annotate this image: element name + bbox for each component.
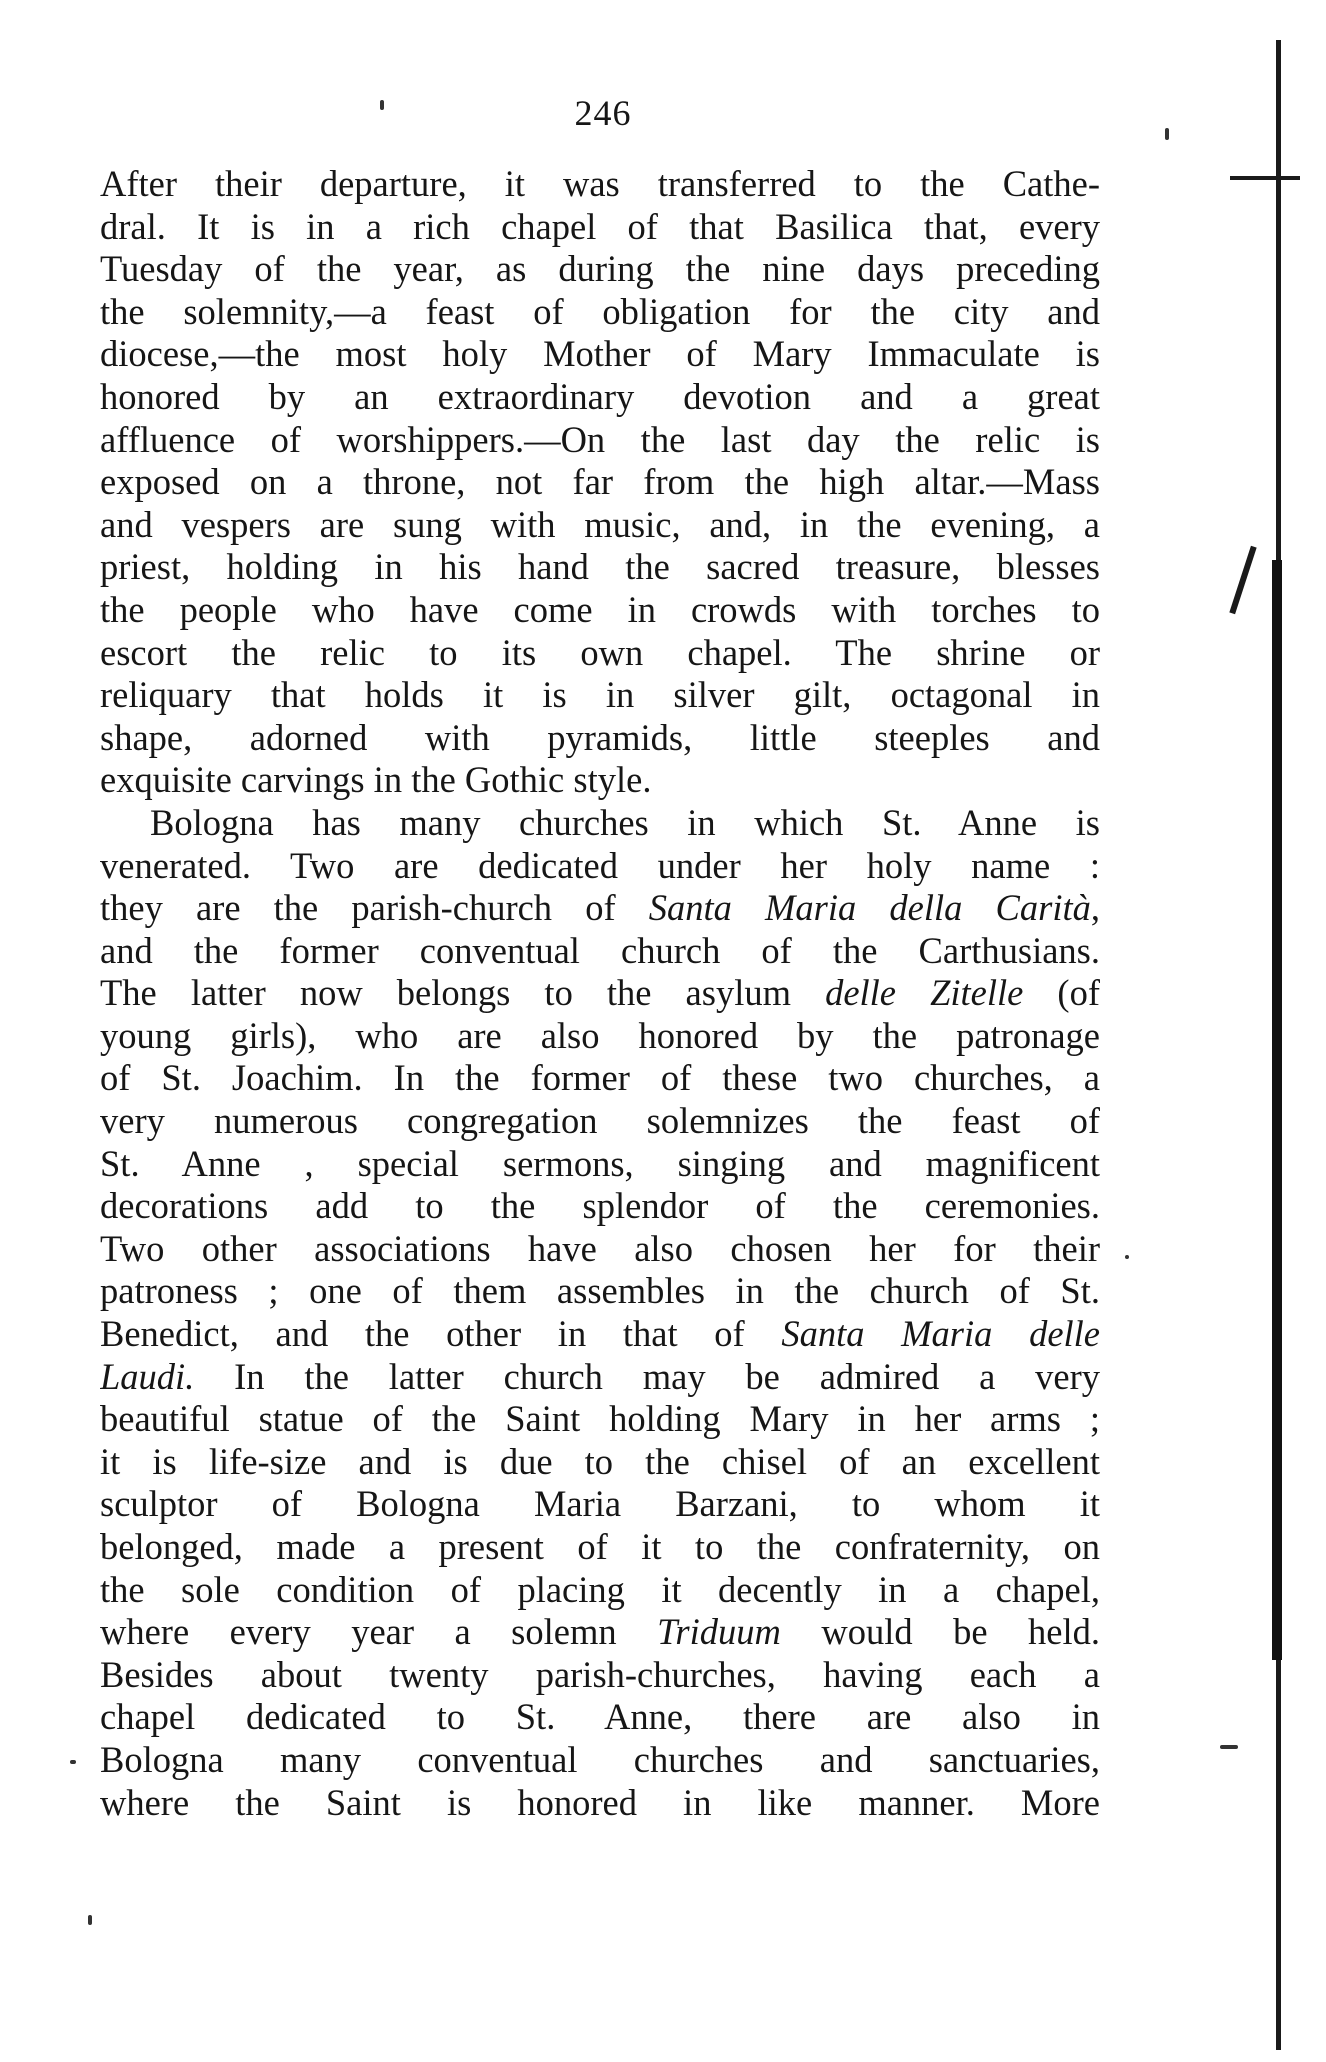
text-line: affluence of worshippers.—On the last day the relic is (100, 418, 1100, 460)
binding-slash-mark (1229, 546, 1256, 614)
text-line: sculptor of Bologna Maria Barzani, to whom it (100, 1483, 1100, 1525)
text-line-segment: , (1090, 887, 1100, 929)
text-line: the sole condition of placing it decently in a chapel, (100, 1568, 1100, 1610)
text-line: venerated. Two are dedicated under her holy name : (100, 844, 1100, 886)
text-line-segment: The latter now belongs to the asylum (100, 972, 826, 1014)
text-line (100, 972, 1100, 1015)
text-line: and vespers are sung with music, and, in the evening, a (100, 503, 1100, 545)
text-line: reliquary that holds it is in silver gilt, octagonal in (100, 674, 1100, 716)
text-line: Bologna has many churches in which St. Anne is (150, 801, 1100, 843)
text-line-segment: they are the parish-church of (100, 887, 649, 929)
text-line: it is life-size and is due to the chisel of an excellent (100, 1440, 1100, 1482)
text-line: dral. It is in a rich chapel of that Basilica that, every (100, 205, 1100, 247)
text-line: Two other associations have also chosen her for their (100, 1227, 1100, 1269)
text-line: exquisite carvings in the Gothic style. (100, 759, 652, 801)
italic-term: delle Zitelle (825, 972, 1024, 1014)
scan-speck (1125, 1255, 1129, 1259)
text-line: young girls), who are also honored by the patronage (100, 1014, 1100, 1056)
text-line (100, 1313, 1100, 1356)
text-line: shape, adorned with pyramids, little steeples and (100, 716, 1100, 758)
text-line: Besides about twenty parish-churches, having each a (100, 1653, 1100, 1695)
italic-term: Santa Maria della Carità (648, 887, 1091, 929)
text-line: where the Saint is honored in like manner. More (100, 1781, 1100, 1823)
page-number: 246 (574, 93, 632, 133)
text-line: honored by an extraordinary devotion and a great (100, 375, 1100, 417)
text-line: the solemnity,—a feast of obligation for the city and (100, 290, 1100, 332)
text-line: the people who have come in crowds with torches to (100, 588, 1100, 630)
text-line: belonged, made a present of it to the confraternity, on (100, 1526, 1100, 1567)
scan-speck (1220, 1745, 1238, 1749)
text-line-segment: would be held. (780, 1611, 1100, 1653)
body-text (100, 163, 1100, 1824)
text-line-segment: In the latter church may be admired a very (194, 1355, 1100, 1397)
text-line: decorations add to the splendor of the ceremonies. (100, 1185, 1100, 1227)
italic-term: Santa Maria delle (781, 1313, 1100, 1355)
text-line: diocese,—the most holy Mother of Mary Immaculate is (100, 333, 1100, 375)
italic-term: Triduum (657, 1611, 781, 1653)
text-line: and the former conventual church of the Carthusians. (100, 929, 1100, 971)
text-line: patroness ; one of them assembles in the church of St. (100, 1270, 1100, 1312)
text-line: beautiful statue of the Saint holding Mary in her arms ; (100, 1398, 1100, 1440)
text-line (100, 887, 1100, 930)
text-line: exposed on a throne, not far from the high altar.—Mass (100, 461, 1100, 503)
scan-speck (380, 100, 384, 110)
scan-speck (1165, 128, 1169, 140)
italic-term: Laudi. (100, 1355, 195, 1397)
text-line: priest, holding in his hand the sacred treasure, blesses (100, 546, 1100, 588)
text-line: Tuesday of the year, as during the nine days preceding (100, 248, 1100, 290)
text-line: St. Anne , special sermons, singing and magnificent (100, 1142, 1100, 1184)
scan-speck (88, 1915, 92, 1925)
text-line-segment: where every year a solemn (100, 1611, 658, 1653)
binding-edge-thick (1272, 560, 1282, 1660)
text-line (100, 1611, 1100, 1654)
text-line-segment: Benedict, and the other in that of (100, 1313, 782, 1355)
binding-cross-mark (1230, 176, 1300, 180)
scan-speck (70, 1760, 76, 1764)
text-line: very numerous congregation solemnizes the feast of (100, 1100, 1100, 1142)
text-line (100, 1356, 1100, 1399)
text-line-segment: (of (1023, 972, 1100, 1014)
text-line: chapel dedicated to St. Anne, there are also in (100, 1696, 1100, 1738)
text-line: Bologna many conventual churches and sanctuaries, (100, 1738, 1100, 1780)
text-line: escort the relic to its own chapel. The shrine or (100, 631, 1100, 673)
text-line: of St. Joachim. In the former of these two churches, a (100, 1057, 1100, 1099)
text-line: After their departure, it was transferred to the Cathe- (100, 163, 1100, 204)
